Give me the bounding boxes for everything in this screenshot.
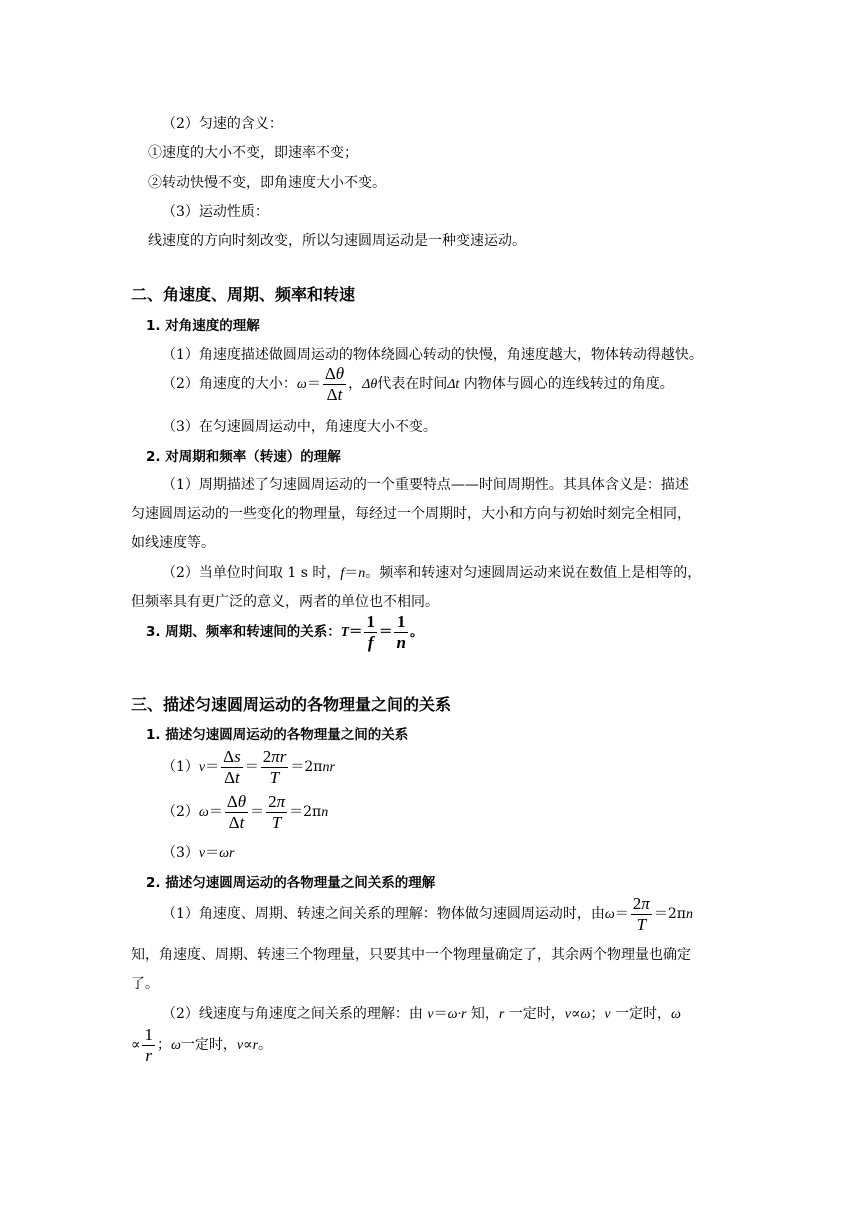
s2-sub2-p1-line1: （1）周期描述了匀速圆周运动的一个重要特点——时间周期性。其具体含义是：描述 xyxy=(162,477,689,493)
s2-sub1-heading: 1. 对角速度的理解 xyxy=(146,318,260,334)
s3-sub2-p1-line2: 知，角速度、周期、转速三个物理量，只要其中一个物理量确定了，其余两个物理量也确定 xyxy=(131,947,691,963)
s2-sub1-p3: （3）在匀速圆周运动中，角速度大小不变。 xyxy=(162,419,437,435)
s3-sub2-p2: （2）线速度与角速度之间关系的理解：由 v＝ω·r 知，r 一定时，v∝ω；v 一定时，ω xyxy=(162,1006,681,1022)
s2-sub2-heading: 2. 对周期和频率（转速）的理解 xyxy=(146,449,341,465)
s3-formula-1: （1）v＝ $\frac{\Delta s}{\Delta t}$ ＝ $\frac{2\pi r}{T}$ ＝2πnr xyxy=(162,746,335,787)
s3-sub2-p1: （1）角速度、周期、转速之间关系的理解：物体做匀速圆周运动时，由ω＝ $\frac{2\pi}{T}$ ＝2πn xyxy=(162,893,693,934)
s3-sub1-heading: 1. 描述匀速圆周运动的各物理量之间的关系 xyxy=(146,727,409,743)
s2-sub3-heading: 3. 周期、频率和转速间的关系：T＝ $\frac{1}{f}$ ＝ $\frac{1}{n}$ 。 xyxy=(146,611,424,652)
s3-sub2-p1-line3: 了。 xyxy=(131,976,159,992)
s2-sub2-p2-line2: 但频率具有更广泛的意义，两者的单位也不相同。 xyxy=(131,594,439,610)
period-frequency-fraction: $\frac{1}{f}$ xyxy=(366,611,375,652)
section-2-title: 二、角速度、周期、频率和转速 xyxy=(131,285,356,304)
s2-sub1-p1: （1）角速度描述做圆周运动的物体绕圆心转动的快慢，角速度越大，物体转动得越快。 xyxy=(162,347,703,363)
s3-sub2-heading: 2. 描述匀速圆周运动的各物理量之间关系的理解 xyxy=(146,875,436,891)
s1-p3-text: 线速度的方向时刻改变，所以匀速圆周运动是一种变速运动。 xyxy=(148,233,526,249)
s1-p2-item2: ②转动快慢不变，即角速度大小不变。 xyxy=(148,175,386,191)
period-speed-fraction: $\frac{1}{n}$ xyxy=(396,611,406,652)
s2-sub1-p2: （2）角速度的大小：ω＝ $\frac{\Delta\theta}{\Delta t}$ ，Δθ代表在时间Δt 内物体与圆心的连线转过的角度。 xyxy=(162,363,674,404)
s2-sub2-p1-line3: 如线速度等。 xyxy=(131,535,215,551)
section-3-title: 三、描述匀速圆周运动的各物理量之间的关系 xyxy=(131,695,452,714)
s2-sub2-p2: （2）当单位时间取 1 s 时，f＝n。频率和转速对匀速圆周运动来说在数值上是相等的， xyxy=(162,565,702,581)
s3-formula-3: （3）v＝ωr xyxy=(162,845,235,861)
s3-sub2-p2-line2: ∝ $\frac{1}{r}$ ；ω一定时，v∝r。 xyxy=(131,1024,273,1065)
s3-formula-2: （2）ω＝ $\frac{\Delta\theta}{\Delta t}$ ＝ $\frac{2\pi}{T}$ ＝2πn xyxy=(162,791,329,832)
omega-fraction: $\frac{\Delta\theta}{\Delta t}$ xyxy=(324,363,345,404)
s1-p3-label: （3）运动性质： xyxy=(162,204,269,220)
s1-p2-item1: ①速度的大小不变，即速率不变； xyxy=(148,145,358,161)
s2-sub2-p1-line2: 匀速圆周运动的一些变化的物理量，每经过一个周期时，大小和方向与初始时刻完全相同， xyxy=(131,506,691,522)
omega-symbol: ω xyxy=(296,377,307,392)
s1-p2-label: （2）匀速的含义： xyxy=(162,116,283,132)
